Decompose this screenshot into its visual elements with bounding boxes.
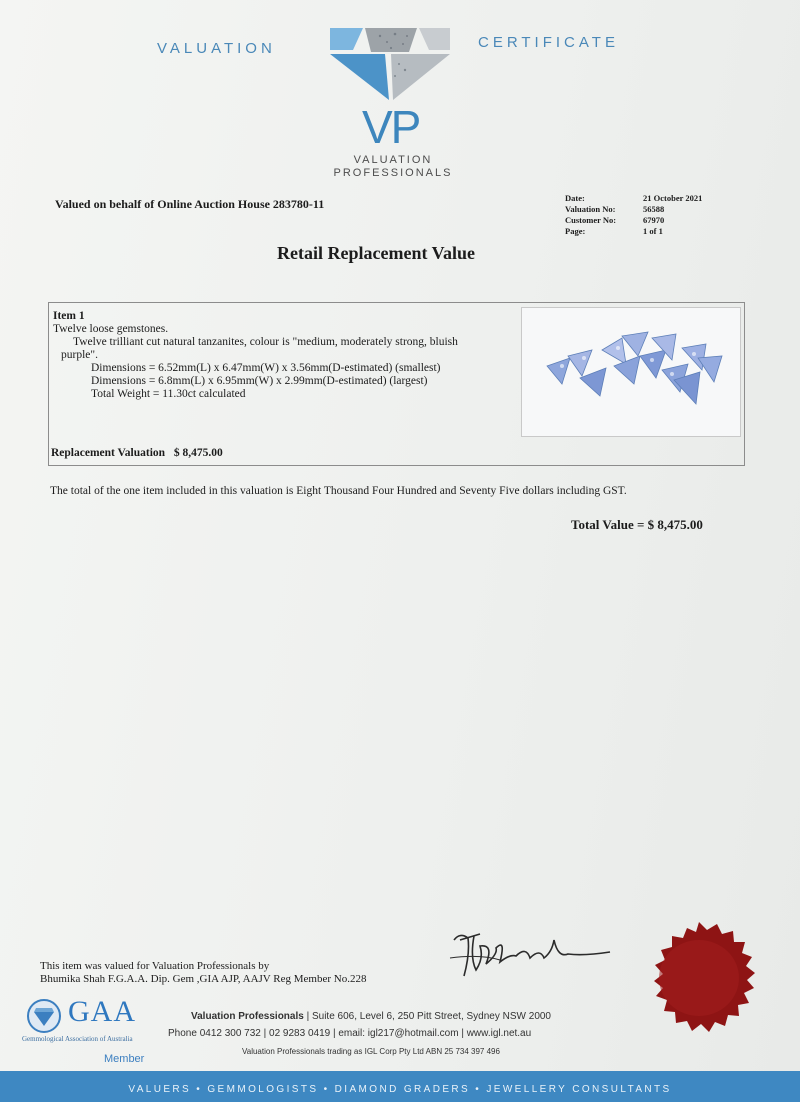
item-dim1: Dimensions = 6.52mm(L) x 6.47mm(W) x 3.56mm(D-estimated) (smallest) <box>91 362 441 374</box>
item-line1: Twelve loose gemstones. <box>53 323 169 335</box>
header-left-word: VALUATION <box>157 40 276 57</box>
tanzanite-stones-image <box>522 308 740 436</box>
gaa-member: Member <box>104 1053 145 1065</box>
total-value: Total Value = $ 8,475.00 <box>571 517 703 532</box>
valued-on-behalf: Valued on behalf of Online Auction House 283780-11 <box>55 197 325 211</box>
valuation-amount: $ 8,475.00 <box>173 447 223 459</box>
meta-label: Date: <box>565 193 585 203</box>
bottom-bar-text: VALUERS • GEMMOLOGISTS • DIAMOND GRADERS • JEWELLERY CONSULTANTS <box>128 1084 672 1095</box>
valued-by-line1: This item was valued for Valuation Professionals by <box>40 960 270 972</box>
meta-block <box>565 193 702 237</box>
meta-row-customer-no <box>565 215 702 226</box>
diamond-logo-icon <box>325 24 455 104</box>
company-address-line <box>191 1011 551 1022</box>
gaa-letters: GAA <box>68 995 136 1028</box>
meta-value: 21 October 2021 <box>643 193 703 203</box>
bottom-bar <box>0 1071 800 1102</box>
company-address: | Suite 606, Level 6, 250 Pitt Street, Sydney NSW 2000 <box>306 1011 551 1022</box>
meta-value: 56588 <box>643 204 665 214</box>
gaa-diamond-icon <box>22 998 66 1034</box>
meta-label: Page: <box>565 226 586 236</box>
logo-sub-line1: VALUATION <box>353 154 433 166</box>
gemstones-photo <box>521 307 741 437</box>
valuation-label: Replacement Valuation <box>51 447 166 459</box>
total-sentence: The total of the one item included in this valuation is Eight Thousand Four Hundred and Seventy Five dollars including GST. <box>50 485 627 497</box>
meta-value: 67970 <box>643 215 665 225</box>
valued-by-block <box>40 960 366 986</box>
vp-logo-letters: VP <box>362 101 420 153</box>
meta-value: 1 of 1 <box>643 226 663 236</box>
item-details <box>53 310 513 401</box>
meta-row-date <box>565 193 702 204</box>
signature-icon <box>440 918 620 990</box>
item-line2: Twelve trilliant cut natural tanzanites, colour is "medium, moderately strong, bluish <box>73 336 458 348</box>
gaa-caption: Gemmological Association of Australia <box>22 1035 133 1043</box>
meta-label: Valuation No: <box>565 204 616 214</box>
meta-label: Customer No: <box>565 215 617 225</box>
meta-row-valuation-no <box>565 204 702 215</box>
meta-row-page <box>565 226 702 237</box>
vp-logo-subtitle <box>320 154 466 180</box>
item-weight: Total Weight = 11.30ct calculated <box>91 388 246 400</box>
wax-seal-icon <box>637 920 761 1040</box>
page-title: Retail Replacement Value <box>277 243 475 263</box>
company-name: Valuation Professionals <box>191 1011 304 1022</box>
company-trading: Valuation Professionals trading as IGL Corp Pty Ltd ABN 25 734 397 496 <box>242 1047 500 1056</box>
item-dim2: Dimensions = 6.8mm(L) x 6.95mm(W) x 2.99mm(D-estimated) (largest) <box>91 375 428 387</box>
company-contact: Phone 0412 300 732 | 02 9283 0419 | email: igl217@hotmail.com | www.igl.net.au <box>168 1028 532 1039</box>
item-heading: Item 1 <box>53 310 85 322</box>
replacement-valuation <box>51 447 223 460</box>
valued-by-line2: Bhumika Shah F.G.A.A. Dip. Gem ,GIA AJP, AAJV Reg Member No.228 <box>40 973 367 985</box>
header-right-word: CERTIFICATE <box>478 34 619 51</box>
item-line3: purple". <box>61 349 98 361</box>
logo-sub-line2: PROFESSIONALS <box>333 167 453 179</box>
